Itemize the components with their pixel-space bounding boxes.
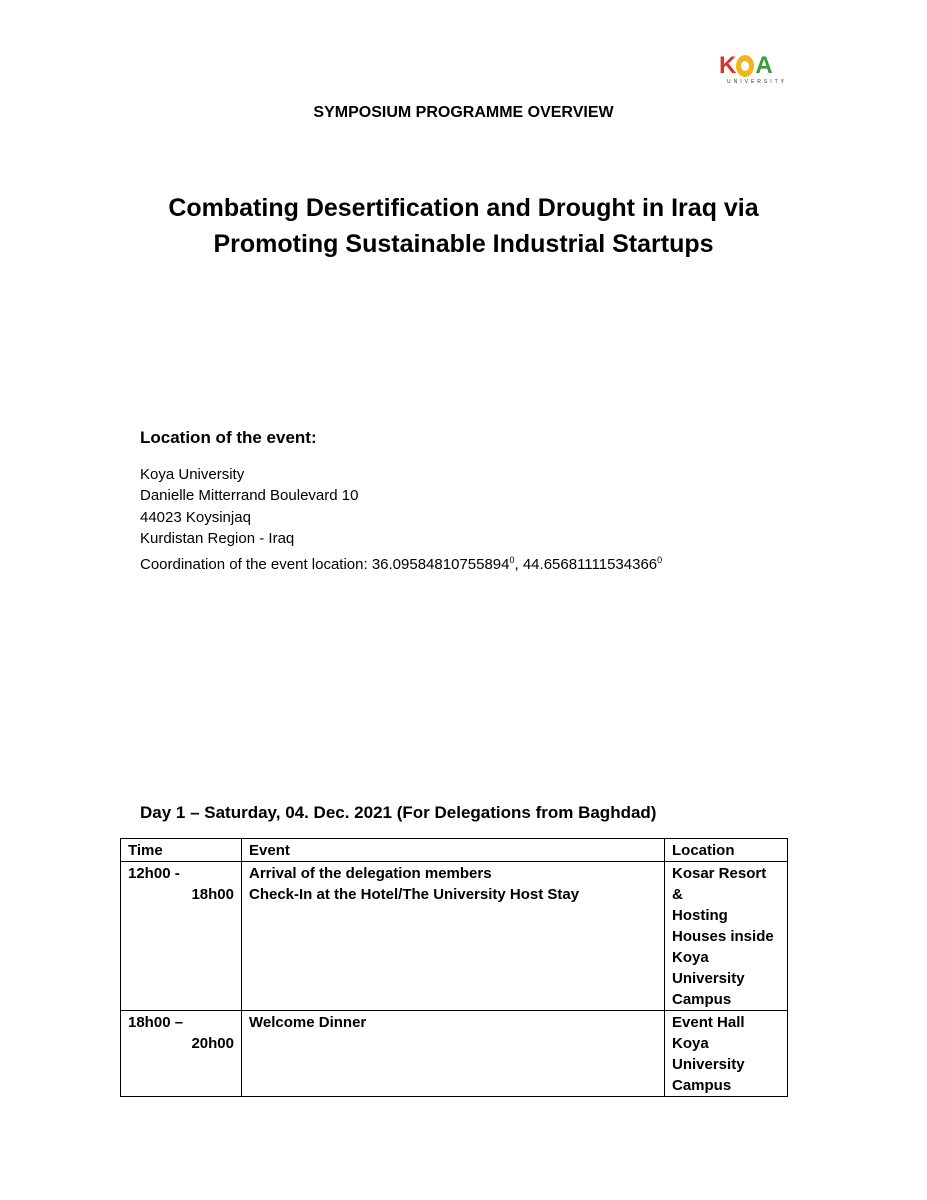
coordinates-separator: ,: [514, 555, 523, 573]
location-line: University: [672, 970, 745, 987]
title-line-1: Combating Desertification and Drought in Iraq via: [168, 194, 759, 222]
location-cell: [665, 1011, 788, 1097]
event-line: Arrival of the delegation members: [249, 865, 492, 882]
koya-university-logo: [719, 52, 788, 86]
logo-letter-a: A: [755, 52, 773, 79]
event-address: [140, 464, 662, 575]
column-header-event: Event: [242, 839, 665, 862]
time-cell: [121, 862, 242, 1011]
time-start: 18h00 –: [128, 1014, 184, 1031]
address-line-1: Koya University: [140, 466, 245, 483]
programme-overview-heading: SYMPOSIUM PROGRAMME OVERVIEW: [313, 104, 614, 121]
logo-letter-k: K: [719, 52, 736, 79]
location-line: Houses inside: [672, 928, 774, 945]
table-row: [121, 862, 788, 1011]
symposium-title: [0, 190, 927, 262]
time-end: 18h00: [191, 886, 234, 903]
location-line: Kosar Resort &: [672, 865, 767, 903]
location-line: Hosting: [672, 907, 728, 924]
time-cell: [121, 1011, 242, 1097]
location-line: Campus: [672, 1077, 732, 1094]
logo-subtitle: UNIVERSITY: [727, 79, 788, 85]
column-header-location: Location: [665, 839, 788, 862]
location-cell: [665, 862, 788, 1011]
time-end: 20h00: [191, 1035, 234, 1052]
latitude-degree: 0: [509, 554, 515, 565]
logo-mark: [719, 54, 785, 78]
location-line: Campus: [672, 991, 732, 1008]
event-line: Check-In at the Hotel/The University Host Stay: [249, 886, 580, 903]
address-line-3: 44023 Koysinjaq: [140, 508, 251, 526]
event-line: Welcome Dinner: [249, 1014, 367, 1031]
latitude-value: 36.09584810755894: [371, 555, 510, 573]
event-cell: [242, 862, 665, 1011]
longitude-degree: 0: [657, 554, 663, 565]
table-row: [121, 1011, 788, 1097]
location-line: Koya: [672, 1035, 709, 1052]
coordinates-label: Coordination of the event location:: [140, 555, 372, 573]
day-1-schedule-table: [120, 838, 788, 1097]
location-line: Event Hall: [672, 1014, 745, 1031]
event-cell: [242, 1011, 665, 1097]
title-line-2: Promoting Sustainable Industrial Startups: [213, 230, 714, 258]
day-1-heading: Day 1 – Saturday, 04. Dec. 2021 (For Delegations from Baghdad): [140, 803, 657, 822]
location-line: Koya: [672, 949, 709, 966]
location-heading: Location of the event:: [140, 428, 317, 447]
column-header-time: Time: [121, 839, 242, 862]
address-line-2: Danielle Mitterrand Boulevard 10: [140, 487, 359, 505]
address-line-4: Kurdistan Region - Iraq: [140, 530, 295, 548]
logo-letter-o: [736, 55, 754, 77]
longitude-value: 44.65681111534366: [522, 555, 658, 573]
time-start: 12h00 -: [128, 865, 180, 882]
table-header-row: [121, 839, 788, 862]
location-line: University: [672, 1056, 745, 1073]
event-coordinates: [140, 550, 662, 575]
